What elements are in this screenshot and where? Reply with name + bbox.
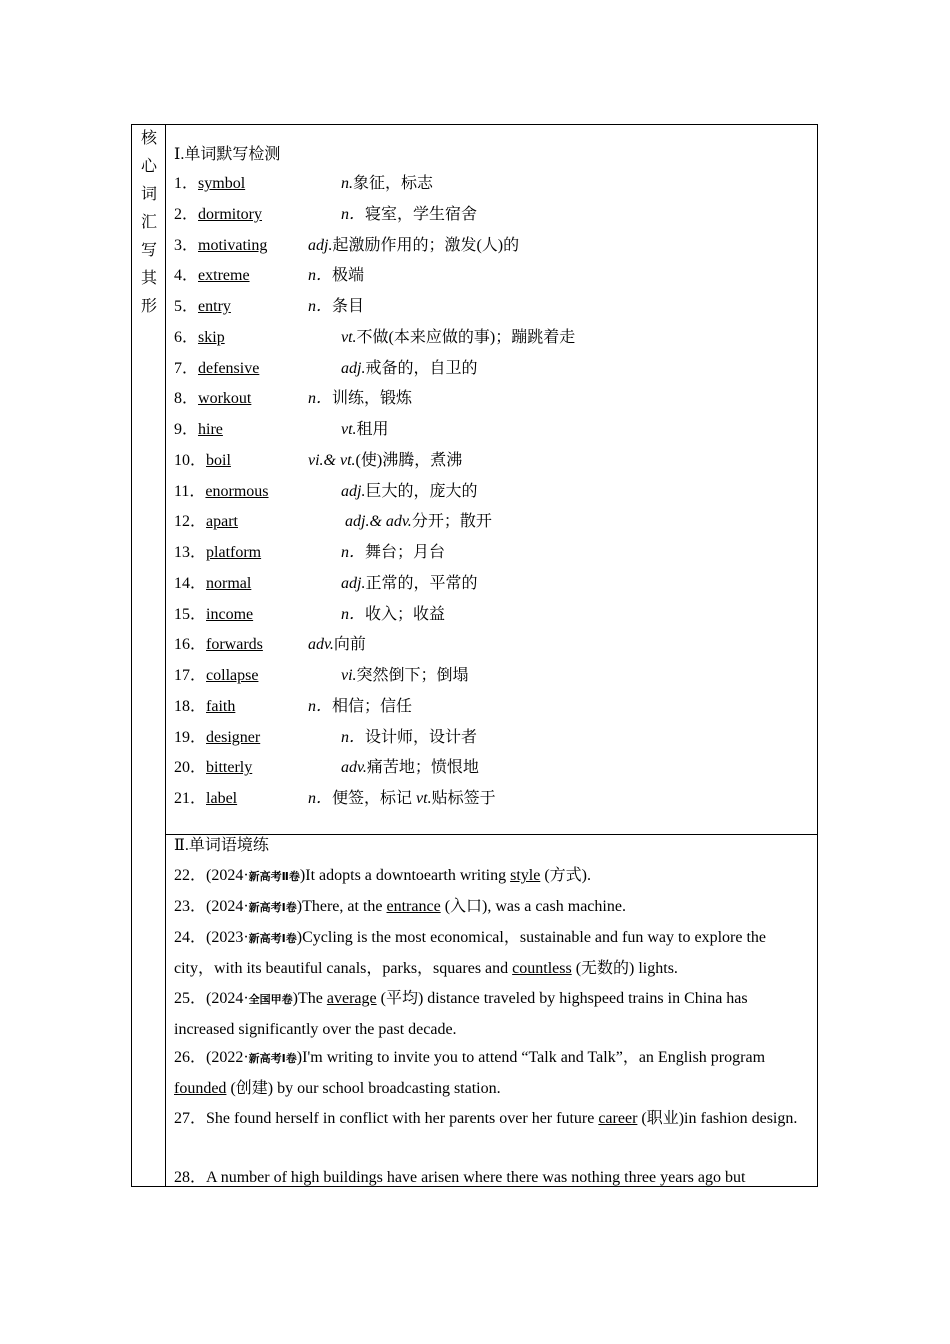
- answer-word: enormous: [205, 482, 269, 500]
- answer: entrance: [386, 898, 441, 915]
- exercise-28: 28．A number of high buildings have arisen where there was nothing three years ago but: [174, 1169, 746, 1186]
- side-label-column: [132, 125, 166, 1186]
- part-of-speech: n．: [341, 605, 366, 623]
- answer: founded: [174, 1080, 227, 1097]
- meaning: 分开；散开: [411, 513, 492, 531]
- definition: [308, 633, 366, 657]
- word-item: [174, 357, 809, 381]
- answer-word: bitterly: [206, 759, 253, 777]
- item-number: 16．: [174, 636, 207, 654]
- answer-word: defensive: [198, 359, 260, 377]
- word-item: [174, 449, 809, 473]
- part-of-speech: n．: [308, 390, 333, 408]
- item-number: 8．: [174, 390, 199, 408]
- answer: average: [326, 990, 377, 1007]
- answer-word: extreme: [198, 267, 250, 285]
- item-number: 11．: [174, 482, 206, 500]
- meaning: 相信；信任: [332, 697, 413, 715]
- part-of-speech: n．: [308, 790, 333, 807]
- item-number: 19．: [174, 728, 207, 746]
- exercise-26: 26．(2022·新高考Ⅰ卷)I'm writing to invite you to attend “Talk and Talk”，an English program founded (创建) by our school broadcasting station.: [174, 1049, 766, 1097]
- meaning: 便签，标记: [332, 790, 417, 807]
- item-number: 9．: [174, 421, 199, 438]
- item-number: 2．: [174, 205, 199, 223]
- part-of-speech: vi.: [341, 667, 357, 684]
- definition: [341, 326, 575, 350]
- meaning: 训练，锻炼: [332, 390, 413, 408]
- word-item: [174, 418, 809, 442]
- word-item: [174, 572, 809, 596]
- word-item: [174, 726, 809, 750]
- part-of-speech: vt.: [341, 421, 357, 438]
- part-of-speech: vt.: [341, 328, 357, 346]
- section-dictation: [166, 125, 817, 835]
- word-item: [174, 603, 809, 627]
- meaning: 象征，标志: [353, 175, 434, 192]
- definition: [341, 603, 445, 627]
- answer-word: apart: [206, 513, 238, 531]
- part-of-speech: n．: [308, 267, 333, 285]
- word-item: [174, 756, 809, 780]
- word-item: [174, 633, 809, 657]
- word-item: [174, 510, 809, 534]
- definition: [341, 172, 433, 196]
- answer-word: forwards: [206, 636, 263, 654]
- item-number: 3．: [174, 236, 199, 254]
- vocabulary-table: [131, 124, 818, 1187]
- definition: [308, 295, 364, 319]
- side-label-char: 核: [140, 130, 157, 147]
- answer-word: income: [206, 605, 254, 623]
- part-of-speech: adv.: [341, 759, 367, 777]
- meaning: 收入；收益: [365, 605, 446, 623]
- answer-word: entry: [198, 298, 231, 315]
- item-number: 12．: [174, 513, 207, 531]
- meaning: 不做(本来应做的事)；蹦跳着走: [356, 328, 576, 346]
- answer-word: dormitory: [198, 205, 263, 223]
- side-label-char: 其: [140, 270, 157, 287]
- item-number: 4．: [174, 267, 199, 285]
- definition: [308, 264, 364, 288]
- side-label-char: 写: [140, 242, 157, 259]
- answer-word: hire: [198, 421, 223, 438]
- table-content: [166, 125, 817, 1186]
- answer-word: normal: [206, 574, 252, 592]
- definition: [341, 418, 389, 442]
- answer-word: platform: [206, 544, 262, 561]
- meaning: 正常的，平常的: [365, 574, 478, 592]
- word-item: [174, 326, 809, 350]
- part-of-speech: adv.: [308, 636, 334, 654]
- item-number: 13．: [174, 544, 207, 561]
- definition: [341, 480, 477, 504]
- answer: career: [598, 1110, 638, 1127]
- part-of-speech: n．: [341, 544, 366, 561]
- side-label-char: 词: [140, 186, 157, 203]
- exam-source-tag: 全国甲卷: [248, 993, 293, 1006]
- exam-source-tag: 新高考Ⅰ卷: [248, 932, 297, 945]
- section-heading: Ⅱ.单词语境练: [174, 837, 269, 854]
- definition: [308, 234, 519, 258]
- part-of-speech: adj.: [341, 574, 366, 592]
- answer-word: label: [206, 790, 238, 807]
- meaning: 向前: [333, 636, 366, 654]
- meaning: 戒备的，自卫的: [365, 359, 478, 377]
- part-of-speech: adj.: [341, 359, 366, 377]
- item-number: 7．: [174, 359, 199, 377]
- section-heading: Ⅰ.单词默写检测: [174, 146, 281, 163]
- exam-source-tag: 新高考Ⅱ卷: [248, 870, 300, 883]
- exercise-23: 23．(2024·新高考Ⅰ卷)There, at the entrance (入口), was a cash machine.: [174, 898, 626, 915]
- exam-source-tag: 新高考Ⅰ卷: [248, 1052, 297, 1065]
- answer-word: faith: [206, 697, 236, 715]
- definition: [341, 572, 477, 596]
- meaning: 条目: [332, 298, 365, 315]
- exam-source-tag: 新高考Ⅰ卷: [248, 901, 297, 914]
- definition: [341, 541, 445, 565]
- meaning: 起激励作用的；激发(人)的: [332, 236, 520, 254]
- item-number: 6．: [174, 328, 199, 346]
- definition: [341, 357, 477, 381]
- side-label-char: 心: [140, 158, 157, 175]
- definition: [341, 664, 469, 688]
- definition: [308, 787, 496, 811]
- side-label-char: 形: [140, 298, 157, 315]
- definition: [341, 756, 479, 780]
- definition: [341, 726, 477, 750]
- item-number: 21．: [174, 790, 207, 807]
- item-number: 15．: [174, 605, 207, 623]
- item-number: 5．: [174, 298, 199, 315]
- word-item: [174, 541, 809, 565]
- word-item: [174, 695, 809, 719]
- word-item: [174, 234, 809, 258]
- definition: [345, 510, 492, 534]
- exercise-25: 25．(2024·全国甲卷)The average (平均) distance traveled by highspeed trains in China has increased significantly over the past decade.: [174, 990, 748, 1038]
- part-of-speech: n．: [341, 728, 366, 746]
- exercise-22: 22．(2024·新高考Ⅱ卷)It adopts a downtoearth writing style (方式).: [174, 867, 591, 884]
- meaning: 贴标签于: [431, 790, 496, 807]
- item-number: 17．: [174, 667, 207, 684]
- item-number: 10．: [174, 451, 207, 469]
- word-item: [174, 787, 809, 811]
- meaning: 突然倒下；倒塌: [356, 667, 469, 684]
- exercise-24: 24．(2023·新高考Ⅰ卷)Cycling is the most economical，sustainable and fun way to explore the city，with its beautiful canals，parks，squares and countless (无数的) lights.: [174, 929, 766, 977]
- part-of-speech: n．: [341, 205, 366, 223]
- item-number: 20．: [174, 759, 207, 777]
- exercise-27: 27．She found herself in conflict with her parents over her future career (职业)in fashion design.: [174, 1110, 798, 1127]
- word-item: [174, 203, 809, 227]
- answer: style: [510, 867, 541, 884]
- item-number: 1．: [174, 175, 199, 192]
- part-of-speech: adj.: [308, 236, 333, 254]
- meaning: (使)沸腾，煮沸: [355, 451, 463, 469]
- part-of-speech: n.: [341, 175, 353, 192]
- word-item: [174, 295, 809, 319]
- meaning: 极端: [332, 267, 365, 285]
- word-item: [174, 264, 809, 288]
- definition: [308, 695, 412, 719]
- part-of-speech: n．: [308, 298, 333, 315]
- answer-word: workout: [198, 390, 252, 408]
- answer-word: boil: [206, 451, 231, 469]
- meaning: 设计师，设计者: [365, 728, 478, 746]
- definition: [308, 449, 462, 473]
- word-item: [174, 664, 809, 688]
- definition: [308, 387, 412, 411]
- part-of-speech: n．: [308, 697, 333, 715]
- part-of-speech: adj.& adv.: [345, 513, 412, 531]
- meaning: 巨大的，庞大的: [365, 482, 478, 500]
- answer-word: designer: [206, 728, 261, 746]
- meaning: 寝室，学生宿舍: [365, 205, 478, 223]
- meaning: 租用: [356, 421, 389, 438]
- word-item: [174, 387, 809, 411]
- meaning: 痛苦地；愤恨地: [366, 759, 479, 777]
- item-number: 14．: [174, 574, 207, 592]
- word-item: [174, 172, 809, 196]
- part-of-speech: adj.: [341, 482, 366, 500]
- answer-word: symbol: [198, 175, 246, 192]
- part-of-speech: vi.& vt.: [308, 451, 356, 469]
- answer-word: collapse: [206, 667, 259, 684]
- answer: countless: [512, 960, 572, 977]
- answer-word: skip: [198, 328, 225, 346]
- word-item: [174, 480, 809, 504]
- side-label-char: 汇: [140, 214, 157, 231]
- part-of-speech: vt.: [416, 790, 432, 807]
- answer-word: motivating: [198, 236, 268, 254]
- meaning: 舞台；月台: [365, 544, 446, 561]
- section-context-practice: [166, 835, 817, 1186]
- definition: [341, 203, 477, 227]
- item-number: 18．: [174, 697, 207, 715]
